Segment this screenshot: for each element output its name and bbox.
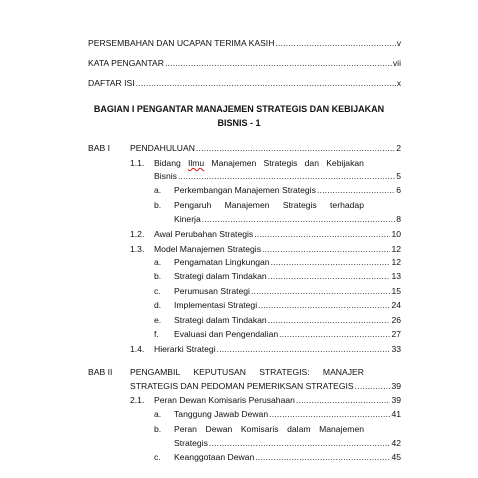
bab1-label: BAB I [88, 143, 110, 153]
item-letter: c. [154, 286, 161, 296]
item-letter: f. [154, 329, 159, 339]
item-letter: d. [154, 300, 162, 310]
item-letter: e. [154, 315, 162, 325]
toc-entry-perkembangan[interactable]: Perkembangan Manajemen Strategis ..... 6 [174, 184, 401, 196]
toc-entry-keanggotaan[interactable]: Keanggotaan Dewan ..... 45 [174, 451, 401, 463]
toc-entry-peran-dewan-line2[interactable]: Strategis ..... 42 [174, 437, 401, 449]
toc-entry-pendahuluan[interactable]: PENDAHULUAN ..... 2 [130, 142, 401, 154]
section-number: 1.3. [130, 244, 145, 254]
item-letter: b. [154, 200, 162, 210]
item-letter: b. [154, 424, 162, 434]
toc-entry-peran-dewan-line1[interactable]: Peran Dewan Komisaris dalam Manajemen [174, 424, 364, 434]
item-letter: a. [154, 257, 162, 267]
item-letter: c. [154, 452, 161, 462]
toc-entry-1-1-line2[interactable]: Bisnis ..... 5 [154, 170, 401, 182]
toc-entry-evaluasi[interactable]: Evaluasi dan Pengendalian ..... 27 [174, 328, 401, 340]
bab2-label: BAB II [88, 367, 113, 377]
toc-entry-1-3[interactable]: Model Manajemen Strategis ..... 12 [154, 243, 401, 255]
section-number: 1.2. [130, 229, 145, 239]
section-number: 2.1. [130, 395, 145, 405]
toc-entry-strategi-tindakan-2[interactable]: Strategi dalam Tindakan ..... 26 [174, 314, 401, 326]
toc-entry-daftar-isi[interactable]: DAFTAR ISI ..... x [88, 77, 401, 89]
item-letter: b. [154, 271, 162, 281]
toc-entry-pengaruh-line1[interactable]: Pengaruh Manajemen Strategis terhadap [174, 200, 364, 210]
section-number: 1.4. [130, 344, 145, 354]
toc-entry-kata-pengantar[interactable]: KATA PENGANTAR ..... vii [88, 57, 401, 69]
toc-entry-tanggung-jawab[interactable]: Tanggung Jawab Dewan ..... 41 [174, 408, 401, 420]
toc-entry-perumusan[interactable]: Perumusan Strategi ..... 15 [174, 285, 401, 297]
toc-entry-strategi-tindakan[interactable]: Strategi dalam Tindakan ..... 13 [174, 270, 401, 282]
item-letter: a. [154, 185, 162, 195]
toc-entry-implementasi[interactable]: Implementasi Strategi ..... 24 [174, 299, 401, 311]
toc-entry-1-1-line1[interactable]: Bidang Ilmu Manajemen Strategis dan Kebijakan [154, 158, 364, 168]
toc-entry-pengamatan[interactable]: Pengamatan Lingkungan ..... 12 [174, 256, 401, 268]
toc-entry-1-4[interactable]: Hierarki Strategi ..... 33 [154, 343, 401, 355]
toc-entry-pengaruh-line2[interactable]: Kinerja ..... 8 [174, 213, 401, 225]
toc-entry-bab2-line2[interactable]: STRATEGIS DAN PEDOMAN PEMERIKSAN STRATEGIS ..... 39 [130, 380, 401, 392]
section-number: 1.1. [130, 158, 145, 168]
part-title-line1: BAGIAN I PENGANTAR MANAJEMEN STRATEGIS DAN KEBIJAKAN [93, 104, 385, 114]
item-letter: a. [154, 409, 162, 419]
part-title-line2: BISNIS - 1 [217, 118, 261, 128]
toc-entry-2-1[interactable]: Peran Dewan Komisaris Perusahaan ..... 39 [154, 394, 401, 406]
toc-entry-persembahan[interactable]: PERSEMBAHAN DAN UCAPAN TERIMA KASIH ..... v [88, 37, 401, 49]
toc-entry-1-2[interactable]: Awal Perubahan Strategis ..... 10 [154, 228, 401, 240]
toc-entry-bab2-line1[interactable]: PENGAMBIL KEPUTUSAN STRATEGIS: MANAJER [130, 367, 364, 377]
